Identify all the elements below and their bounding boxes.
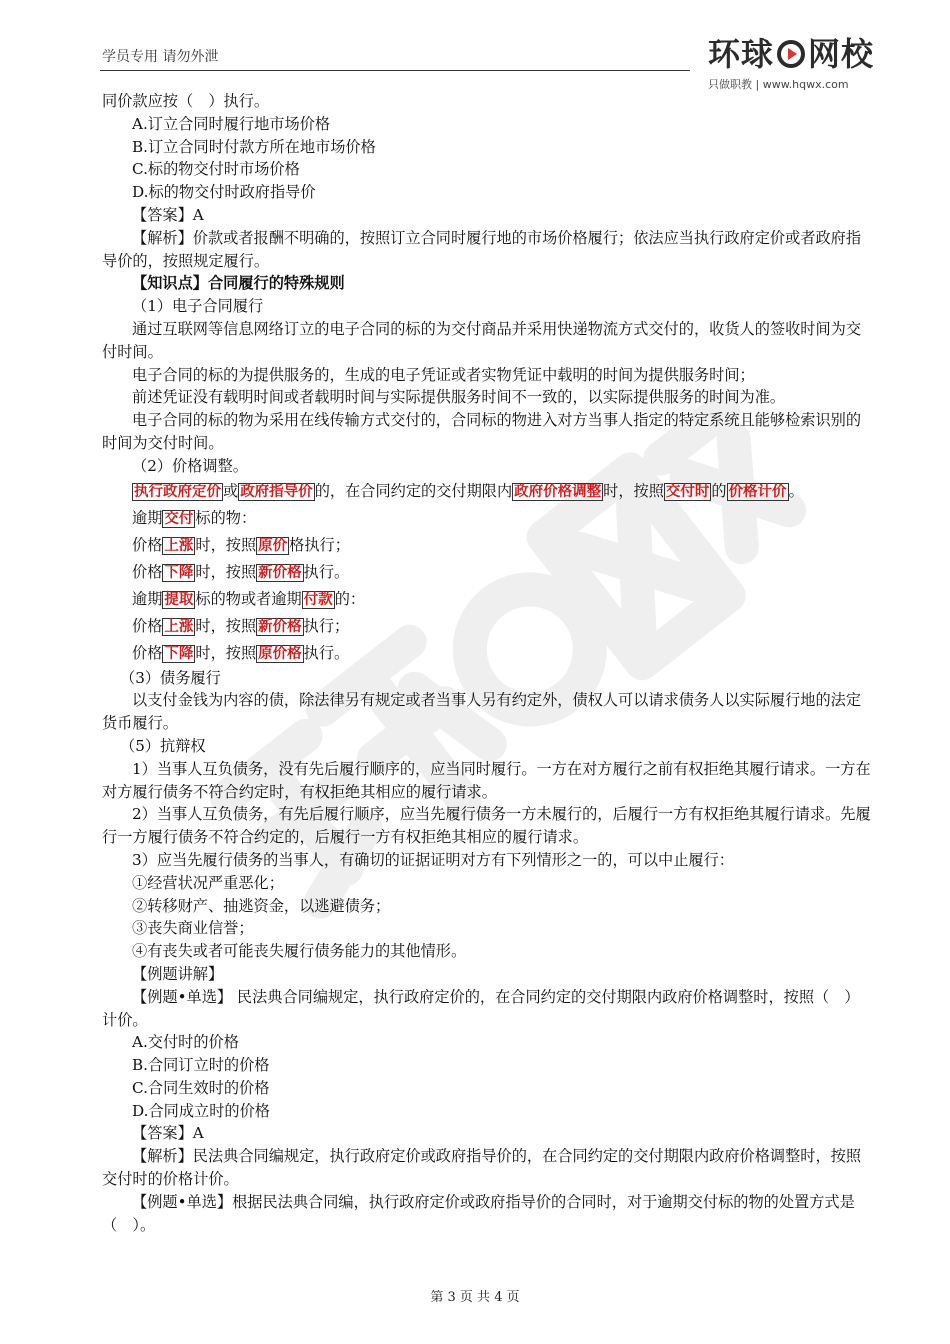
price-rule-paragraph: 执行政府定价 或 政府指导价 的，在合同约定的交付期限内 政府价格调整 时，按照 交付时 的 价格计价 。 xyxy=(134,481,804,500)
paragraph: 电子合同的标的物为采用在线传输方式交付的，合同标的物进入对方当事人指定的特定系统且能够检索识别的时间为交付时间。 xyxy=(102,411,861,452)
paragraph: 前述凭证没有载明时间或者载明时间与实际提供服务时间不一致的，以实际提供服务的时间为准。 xyxy=(132,388,786,407)
highlight-term: 付款 xyxy=(303,591,333,608)
highlight-term: 政府价格调整 xyxy=(514,483,602,500)
highlight-term: 原价 xyxy=(258,537,288,554)
page-number: 第 3 页 共 4 页 xyxy=(430,1290,520,1305)
list-item: ④有丧失或者可能丧失履行债务能力的其他情形。 xyxy=(132,942,467,961)
highlight-term: 政府指导价 xyxy=(240,483,313,500)
paragraph: 通过互联网等信息网络订立的电子合同的标的为交付商品并采用快递物流方式交付的，收货人的签收时间为交付时间。 xyxy=(102,319,861,361)
logo-text-part1: 环球 xyxy=(708,35,775,73)
analysis: 【解析】民法典合同编规定，执行政府定价或政府指导价的，在合同约定的交付期限内政府价格调整时，按照交付时的价格计价。 xyxy=(102,1147,861,1189)
option-b: B.订立合同时付款方所在地市场价格 xyxy=(132,137,376,156)
option-b: B.合同订立时的价格 xyxy=(132,1056,270,1075)
paragraph: 以支付金钱为内容的债，除法律另有规定或者当事人另有约定外，债权人可以请求债务人以实际履行地的法定货币履行。 xyxy=(102,691,861,733)
header-divider xyxy=(100,70,690,71)
highlight-term: 交付时 xyxy=(665,483,710,500)
question-stem-tail: 同价款应按（ ）执行。 xyxy=(102,92,270,110)
highlight-term: 下降 xyxy=(164,645,194,662)
price-rise-line: 价格 上涨 时，按照 新价格 执行； xyxy=(132,616,350,635)
play-icon xyxy=(776,39,806,69)
highlight-term: 上涨 xyxy=(164,537,194,554)
answer: 【答案】A xyxy=(132,205,204,224)
highlight-term: 价格计价 xyxy=(728,483,787,500)
paragraph: 2）当事人互负债务，有先后履行顺序，应当先履行债务一方未履行的，后履行一方有权拒绝其履行请求。先履行一方履行债务不符合约定的，后履行一方有权拒绝其相应的履行请求。 xyxy=(102,805,871,847)
option-a: A.订立合同时履行地市场价格 xyxy=(132,114,331,133)
logo-text-part2: 网校 xyxy=(808,35,875,73)
section-electronic-contract: （1）电子合同履行 xyxy=(132,297,264,316)
option-d: D.标的物交付时政府指导价 xyxy=(132,183,316,202)
knowledge-point-title: 【知识点】合同履行的特殊规则 xyxy=(132,274,345,293)
highlight-term: 新价格 xyxy=(258,564,302,581)
section-price-adjustment: （2）价格调整。 xyxy=(132,456,248,475)
highlight-term: 新价格 xyxy=(258,618,302,635)
paragraph: 3）应当先履行债务的当事人，有确切的证据证明对方有下列情形之一的，可以中止履行： xyxy=(132,850,734,869)
example-question: 【例题•单选】 民法典合同编规定，执行政府定价的，在合同约定的交付期限内政府价格调整时，按照（ ）计价。 xyxy=(102,987,860,1029)
late-delivery-line: 逾期 交付 标的物： xyxy=(132,508,257,527)
paragraph: 电子合同的标的为提供服务的，生成的电子凭证或者实物凭证中载明的时间为提供服务时间； xyxy=(132,365,755,384)
section-debt-performance: （3）债务履行 xyxy=(120,668,221,687)
paragraph: 1）当事人互负债务，没有先后履行顺序的，应当同时履行。一方在对方履行之前有权拒绝其履行请求。一方在对方履行债务不符合约定时，有权拒绝其相应的履行请求。 xyxy=(102,759,871,801)
header-left-text: 学员专用 请勿外泄 xyxy=(102,49,219,65)
option-a: A.交付时的价格 xyxy=(132,1033,239,1052)
price-rise-line: 价格 上涨 时，按照 原价 格执行； xyxy=(132,535,350,554)
section-defense-right: （5）抗辩权 xyxy=(120,736,206,755)
list-item: ②转移财产、抽逃资金，以逃避债务； xyxy=(132,896,391,915)
example-question: 【例题•单选】根据民法典合同编，执行政府定价或政府指导价的合同时，对于逾期交付标的物的处置方式是（ ）。 xyxy=(102,1192,855,1234)
example-heading: 【例题讲解】 xyxy=(132,964,224,983)
option-c: C.合同生效时的价格 xyxy=(132,1078,270,1097)
document-body xyxy=(102,90,872,1236)
list-item: ①经营状况严重恶化； xyxy=(132,873,284,892)
highlight-term: 提取 xyxy=(164,591,194,608)
price-drop-line: 价格 下降 时，按照 新价格 执行。 xyxy=(132,562,350,581)
late-pickup-line: 逾期 提取 标的物或者逾期 付款 的： xyxy=(132,589,366,608)
answer: 【答案】A xyxy=(132,1124,204,1143)
logo-tagline: 只做职教 | www.hqwx.com xyxy=(708,78,849,91)
list-item: ③丧失商业信誉； xyxy=(132,919,254,938)
highlight-term: 原价格 xyxy=(258,645,302,662)
option-d: D.合同成立时的价格 xyxy=(132,1101,270,1120)
highlight-term: 下降 xyxy=(164,564,194,581)
highlight-term: 交付 xyxy=(164,510,194,527)
price-drop-line: 价格 下降 时，按照 原价格 执行。 xyxy=(132,643,350,662)
option-c: C.标的物交付时市场价格 xyxy=(132,160,300,179)
analysis: 【解析】价款或者报酬不明确的，按照订立合同时履行地的市场价格履行；依法应当执行政府定价或者政府指导价的，按照规定履行。 xyxy=(102,228,861,270)
highlight-term: 执行政府定价 xyxy=(134,483,221,500)
highlight-term: 上涨 xyxy=(164,618,194,635)
